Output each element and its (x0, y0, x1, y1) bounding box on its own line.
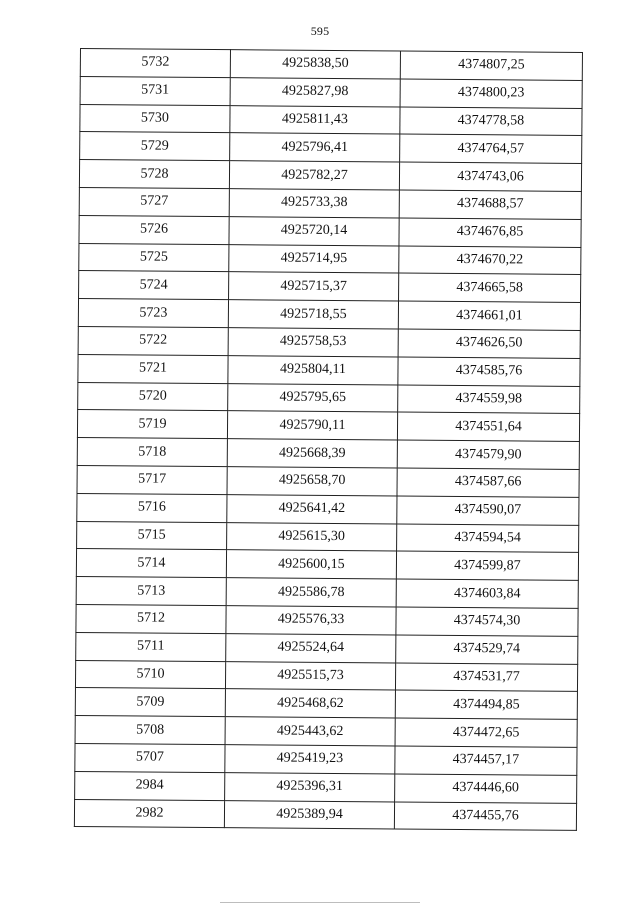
point-number-cell: 5722 (78, 326, 228, 355)
y-coordinate-cell: 4374585,76 (398, 357, 580, 386)
x-coordinate-cell: 4925419,23 (225, 745, 395, 774)
point-number-cell: 5716 (77, 493, 227, 522)
point-number-cell: 5711 (76, 632, 226, 661)
table-row (78, 326, 580, 358)
y-coordinate-cell: 4374594,54 (397, 524, 579, 553)
x-coordinate-cell: 4925795,65 (228, 383, 398, 412)
coordinates-table-body (74, 49, 582, 831)
y-coordinate-cell: 4374676,85 (399, 218, 581, 247)
table-row (75, 688, 577, 720)
point-number-cell: 5715 (77, 521, 227, 550)
table-row (79, 187, 581, 219)
y-coordinate-cell: 4374807,25 (400, 51, 582, 80)
point-number-cell: 5709 (75, 688, 225, 717)
point-number-cell: 5708 (75, 716, 225, 745)
table-row (78, 299, 580, 331)
point-number-cell: 5726 (79, 215, 229, 244)
table-row (79, 271, 581, 303)
table-row (76, 577, 578, 609)
table-row (80, 49, 582, 81)
point-number-cell: 5717 (77, 465, 227, 494)
y-coordinate-cell: 4374599,87 (396, 551, 578, 580)
y-coordinate-cell: 4374626,50 (398, 329, 580, 358)
y-coordinate-cell: 4374587,66 (397, 468, 579, 497)
table-row (78, 382, 580, 414)
x-coordinate-cell: 4925658,70 (227, 467, 397, 496)
y-coordinate-cell: 4374446,60 (395, 774, 577, 803)
table-row (77, 465, 579, 497)
table-row (75, 660, 577, 692)
table-row (75, 716, 577, 748)
point-number-cell: 5714 (76, 549, 226, 578)
x-coordinate-cell: 4925396,31 (225, 772, 395, 801)
table-row (77, 493, 579, 525)
table-row (76, 604, 578, 636)
point-number-cell: 5730 (80, 104, 230, 133)
x-coordinate-cell: 4925576,33 (226, 606, 396, 635)
x-coordinate-cell: 4925615,30 (227, 522, 397, 551)
y-coordinate-cell: 4374551,64 (397, 412, 579, 441)
y-coordinate-cell: 4374494,85 (395, 690, 577, 719)
table-row (79, 243, 581, 275)
y-coordinate-cell: 4374455,76 (394, 802, 576, 831)
y-coordinate-cell: 4374457,17 (395, 746, 577, 775)
table-row (79, 160, 581, 192)
x-coordinate-cell: 4925515,73 (225, 661, 395, 690)
x-coordinate-cell: 4925758,53 (228, 328, 398, 357)
x-coordinate-cell: 4925782,27 (229, 161, 399, 190)
x-coordinate-cell: 4925718,55 (228, 300, 398, 329)
x-coordinate-cell: 4925790,11 (227, 411, 397, 440)
point-number-cell: 2984 (75, 771, 225, 800)
page-number: 595 (310, 24, 330, 38)
coordinates-table-container (74, 48, 583, 831)
point-number-cell: 5721 (78, 354, 228, 383)
point-number-cell: 5707 (75, 743, 225, 772)
y-coordinate-cell: 4374661,01 (398, 301, 580, 330)
y-coordinate-cell: 4374579,90 (397, 440, 579, 469)
point-number-cell: 2982 (74, 799, 224, 828)
table-row (79, 215, 581, 247)
y-coordinate-cell: 4374688,57 (399, 190, 581, 219)
y-coordinate-cell: 4374559,98 (398, 385, 580, 414)
x-coordinate-cell: 4925668,39 (227, 439, 397, 468)
point-number-cell: 5710 (75, 660, 225, 689)
table-row (76, 549, 578, 581)
x-coordinate-cell: 4925827,98 (230, 77, 400, 106)
y-coordinate-cell: 4374800,23 (400, 79, 582, 108)
point-number-cell: 5713 (76, 577, 226, 606)
y-coordinate-cell: 4374529,74 (396, 635, 578, 664)
table-row (80, 132, 582, 164)
x-coordinate-cell: 4925838,50 (230, 50, 400, 79)
point-number-cell: 5729 (80, 132, 230, 161)
point-number-cell: 5725 (79, 243, 229, 272)
y-coordinate-cell: 4374590,07 (397, 496, 579, 525)
bottom-rule (220, 902, 420, 903)
y-coordinate-cell: 4374670,22 (399, 246, 581, 275)
point-number-cell: 5727 (79, 187, 229, 216)
table-row (74, 799, 576, 831)
x-coordinate-cell: 4925468,62 (225, 689, 395, 718)
y-coordinate-cell: 4374531,77 (395, 663, 577, 692)
x-coordinate-cell: 4925641,42 (227, 494, 397, 523)
x-coordinate-cell: 4925811,43 (230, 105, 400, 134)
table-row (80, 104, 582, 136)
point-number-cell: 5732 (80, 49, 230, 78)
x-coordinate-cell: 4925804,11 (228, 355, 398, 384)
y-coordinate-cell: 4374665,58 (399, 273, 581, 302)
table-row (80, 76, 582, 108)
point-number-cell: 5728 (79, 160, 229, 189)
x-coordinate-cell: 4925524,64 (226, 633, 396, 662)
x-coordinate-cell: 4925389,94 (224, 800, 394, 829)
x-coordinate-cell: 4925600,15 (226, 550, 396, 579)
x-coordinate-cell: 4925586,78 (226, 578, 396, 607)
x-coordinate-cell: 4925714,95 (229, 244, 399, 273)
table-row (78, 354, 580, 386)
point-number-cell: 5720 (78, 382, 228, 411)
point-number-cell: 5731 (80, 76, 230, 105)
table-row (77, 410, 579, 442)
y-coordinate-cell: 4374574,30 (396, 607, 578, 636)
table-row (77, 438, 579, 470)
point-number-cell: 5712 (76, 604, 226, 633)
y-coordinate-cell: 4374743,06 (399, 162, 581, 191)
x-coordinate-cell: 4925796,41 (230, 133, 400, 162)
y-coordinate-cell: 4374472,65 (395, 718, 577, 747)
point-number-cell: 5723 (78, 299, 228, 328)
y-coordinate-cell: 4374764,57 (400, 134, 582, 163)
point-number-cell: 5719 (77, 410, 227, 439)
x-coordinate-cell: 4925720,14 (229, 216, 399, 245)
table-row (75, 743, 577, 775)
x-coordinate-cell: 4925715,37 (229, 272, 399, 301)
x-coordinate-cell: 4925733,38 (229, 189, 399, 218)
y-coordinate-cell: 4374778,58 (400, 107, 582, 136)
table-row (77, 521, 579, 553)
coordinates-table (74, 48, 583, 831)
point-number-cell: 5724 (79, 271, 229, 300)
table-row (76, 632, 578, 664)
x-coordinate-cell: 4925443,62 (225, 717, 395, 746)
table-row (75, 771, 577, 803)
y-coordinate-cell: 4374603,84 (396, 579, 578, 608)
point-number-cell: 5718 (77, 438, 227, 467)
